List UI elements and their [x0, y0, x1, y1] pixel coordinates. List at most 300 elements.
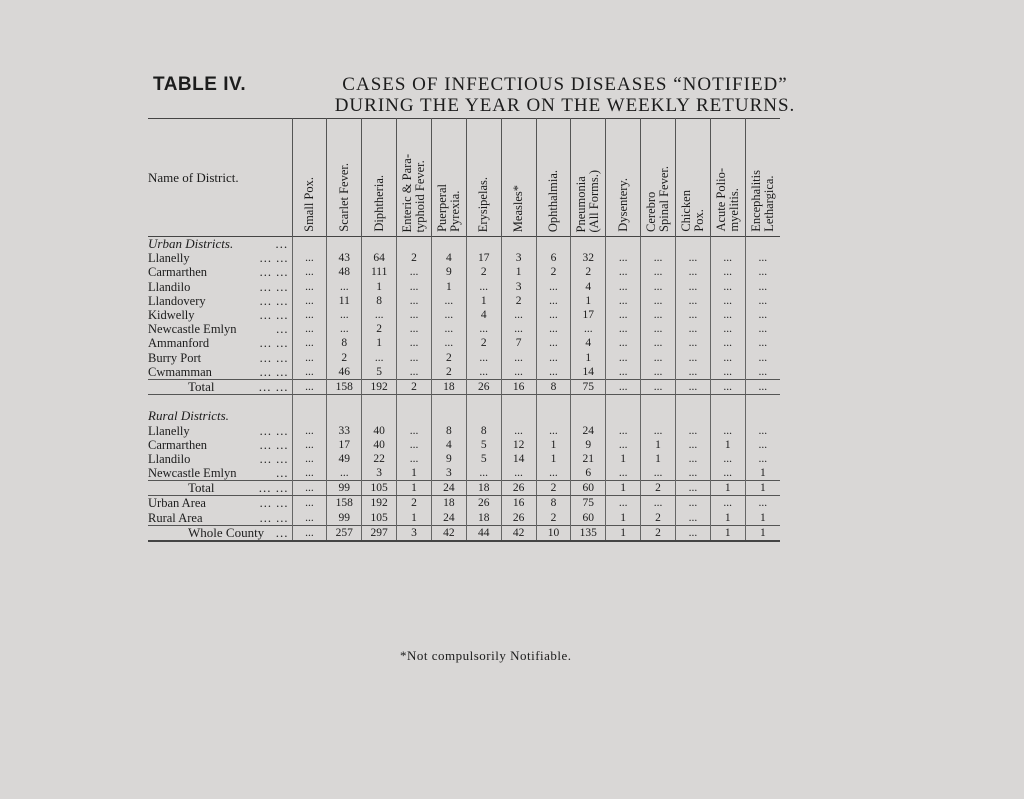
case-count-cell: 42	[431, 525, 466, 541]
case-count-cell: ...	[606, 336, 641, 350]
case-count-cell: 4	[571, 336, 606, 350]
district-name-cell	[148, 265, 292, 279]
case-count-cell: 135	[571, 525, 606, 541]
case-count-cell: 18	[431, 379, 466, 394]
district-name-cell	[148, 395, 292, 410]
case-count-cell: ...	[431, 294, 466, 308]
case-count-cell	[327, 409, 362, 423]
case-count-cell: ...	[745, 294, 780, 308]
column-header	[536, 119, 571, 237]
table-row	[148, 511, 780, 526]
district-name-cell	[148, 496, 292, 511]
case-count-cell: 2	[641, 481, 676, 496]
case-count-cell	[327, 237, 362, 252]
district-name: Rural Area	[148, 510, 203, 525]
case-count-cell: ...	[397, 438, 432, 452]
case-count-cell: ...	[501, 466, 536, 481]
case-count-cell: 105	[362, 511, 397, 526]
case-count-cell: ...	[536, 308, 571, 322]
case-count-cell: ...	[606, 308, 641, 322]
district-name: Rural Districts.	[148, 409, 229, 424]
case-count-cell: ...	[606, 251, 641, 265]
column-header-label: Enteric & Para- typhoid Fever.	[400, 153, 427, 232]
district-name-cell	[148, 294, 292, 308]
case-count-cell: 99	[327, 481, 362, 496]
table-row	[148, 379, 780, 394]
case-count-cell: 2	[466, 265, 501, 279]
district-name: Llanelly	[148, 251, 190, 266]
case-count-cell	[466, 395, 501, 410]
case-count-cell: 1	[606, 452, 641, 466]
district-name: Llandovery	[148, 293, 206, 308]
column-header	[362, 119, 397, 237]
case-count-cell: ...	[292, 511, 327, 526]
case-count-cell: 4	[466, 308, 501, 322]
header-row	[148, 119, 780, 237]
case-count-cell: ...	[501, 365, 536, 380]
case-count-cell: ...	[606, 466, 641, 481]
case-count-cell: 5	[466, 452, 501, 466]
case-count-cell	[536, 409, 571, 423]
case-count-cell: 9	[431, 452, 466, 466]
case-count-cell	[397, 237, 432, 252]
district-name-cell	[148, 322, 292, 336]
case-count-cell	[745, 395, 780, 410]
case-count-cell: ...	[536, 351, 571, 365]
district-name-cell	[148, 351, 292, 365]
table-row	[148, 525, 780, 541]
table-row	[148, 351, 780, 365]
district-name-cell	[148, 466, 292, 481]
title-line-2: DURING THE YEAR ON THE WEEKLY RETURNS.	[334, 95, 796, 116]
case-count-cell: 60	[571, 511, 606, 526]
case-count-cell: 1	[431, 280, 466, 294]
table-row	[148, 496, 780, 511]
case-count-cell: ...	[466, 351, 501, 365]
table-row	[148, 466, 780, 481]
column-header-label: Puerperal Pyrexia.	[434, 184, 462, 232]
case-count-cell: 18	[466, 481, 501, 496]
district-name: Urban Districts.	[148, 236, 234, 252]
case-count-cell: ...	[501, 351, 536, 365]
case-count-cell: ...	[606, 265, 641, 279]
case-count-cell: ...	[292, 525, 327, 541]
case-count-cell: ...	[466, 466, 501, 481]
leader-dots: ... ...	[258, 480, 289, 496]
case-count-cell: ...	[745, 496, 780, 511]
case-count-cell: 18	[466, 511, 501, 526]
case-count-cell: 33	[327, 423, 362, 437]
district-name: Llandilo	[148, 451, 191, 466]
case-count-cell: ...	[641, 365, 676, 380]
case-count-cell: 8	[466, 423, 501, 437]
case-count-cell: 99	[327, 511, 362, 526]
district-name: Newcastle Emlyn	[148, 322, 237, 337]
case-count-cell: ...	[606, 496, 641, 511]
case-count-cell	[641, 237, 676, 252]
case-count-cell: ...	[745, 251, 780, 265]
case-count-cell: 2	[431, 365, 466, 380]
case-count-cell: 46	[327, 365, 362, 380]
case-count-cell: ...	[606, 423, 641, 437]
case-count-cell: ...	[606, 365, 641, 380]
case-count-cell: ...	[536, 322, 571, 336]
case-count-cell: 1	[641, 438, 676, 452]
case-count-cell	[675, 395, 710, 410]
case-count-cell	[641, 409, 676, 423]
case-count-cell: ...	[675, 351, 710, 365]
leader-dots: ... ...	[259, 451, 289, 466]
district-name: Total	[188, 480, 215, 496]
case-count-cell: ...	[641, 423, 676, 437]
case-count-cell: 75	[571, 496, 606, 511]
case-count-cell: 1	[397, 481, 432, 496]
case-count-cell: ...	[397, 336, 432, 350]
case-count-cell: 1	[397, 466, 432, 481]
leader-dots: ...	[275, 525, 289, 540]
district-name: Ammanford	[148, 336, 210, 351]
case-count-cell: ...	[641, 496, 676, 511]
case-count-cell: 1	[606, 525, 641, 541]
case-count-cell: 24	[431, 481, 466, 496]
table-title	[330, 74, 800, 116]
leader-dots: ... ...	[259, 265, 289, 280]
leader-dots: ... ...	[259, 496, 289, 511]
case-count-cell	[745, 409, 780, 423]
case-count-cell: ...	[397, 452, 432, 466]
case-count-cell: ...	[292, 336, 327, 350]
case-count-cell: 5	[466, 438, 501, 452]
case-count-cell: 105	[362, 481, 397, 496]
district-name-cell	[148, 423, 292, 437]
title-line-1: CASES OF INFECTIOUS DISEASES “NOTIFIED”	[342, 74, 788, 95]
case-count-cell: ...	[710, 466, 745, 481]
case-count-cell: 14	[571, 365, 606, 380]
column-header-label: Dysentery.	[615, 178, 630, 232]
case-count-cell	[292, 395, 327, 410]
case-count-cell: 24	[571, 423, 606, 437]
case-count-cell: 1	[571, 294, 606, 308]
leader-dots: ... ...	[259, 336, 289, 351]
case-count-cell: ...	[675, 308, 710, 322]
case-count-cell: 1	[641, 452, 676, 466]
case-count-cell: ...	[710, 294, 745, 308]
case-count-cell: ...	[327, 322, 362, 336]
leader-dots: ... ...	[259, 293, 289, 308]
table-row	[148, 423, 780, 437]
case-count-cell: 192	[362, 496, 397, 511]
case-count-cell: ...	[397, 423, 432, 437]
case-count-cell: 3	[397, 525, 432, 541]
case-count-cell	[397, 395, 432, 410]
case-count-cell: 42	[501, 525, 536, 541]
case-count-cell	[292, 237, 327, 252]
leader-dots: ...	[276, 322, 289, 337]
case-count-cell: 2	[501, 294, 536, 308]
case-count-cell: 26	[466, 496, 501, 511]
case-count-cell: 3	[431, 466, 466, 481]
case-count-cell	[466, 237, 501, 252]
case-count-cell: 2	[536, 265, 571, 279]
column-header-label: Cerebro Spinal Fever.	[644, 166, 672, 232]
case-count-cell: 1	[466, 294, 501, 308]
case-count-cell	[362, 237, 397, 252]
column-header	[745, 119, 780, 237]
table-row	[148, 395, 780, 410]
case-count-cell: ...	[745, 379, 780, 394]
case-count-cell: ...	[710, 379, 745, 394]
case-count-cell: 192	[362, 379, 397, 394]
case-count-cell	[606, 395, 641, 410]
case-count-cell: 1	[745, 466, 780, 481]
case-count-cell: ...	[675, 379, 710, 394]
case-count-cell	[362, 395, 397, 410]
case-count-cell: ...	[675, 251, 710, 265]
column-header	[501, 119, 536, 237]
table-row	[148, 265, 780, 279]
case-count-cell: ...	[745, 423, 780, 437]
case-count-cell: ...	[292, 308, 327, 322]
case-count-cell: ...	[431, 308, 466, 322]
case-count-cell: ...	[745, 308, 780, 322]
case-count-cell: 1	[606, 481, 641, 496]
column-header	[397, 119, 432, 237]
case-count-cell: 17	[571, 308, 606, 322]
case-count-cell: ...	[501, 423, 536, 437]
district-name: Newcastle Emlyn	[148, 466, 237, 481]
case-count-cell	[466, 409, 501, 423]
case-count-cell	[606, 409, 641, 423]
case-count-cell: 18	[431, 496, 466, 511]
case-count-cell: 1	[745, 525, 780, 541]
case-count-cell: 9	[431, 265, 466, 279]
case-count-cell: 11	[327, 294, 362, 308]
case-count-cell: 9	[571, 438, 606, 452]
case-count-cell: ...	[292, 251, 327, 265]
case-count-cell: ...	[675, 280, 710, 294]
case-count-cell	[641, 395, 676, 410]
leader-dots: ... ...	[259, 251, 289, 266]
case-count-cell: ...	[571, 322, 606, 336]
case-count-cell: ...	[431, 336, 466, 350]
case-count-cell: 297	[362, 525, 397, 541]
case-count-cell	[501, 237, 536, 252]
case-count-cell: ...	[327, 466, 362, 481]
column-header-label: Chicken Pox.	[678, 190, 706, 232]
case-count-cell: ...	[536, 466, 571, 481]
table-label: TABLE IV.	[153, 74, 247, 95]
case-count-cell: 4	[571, 280, 606, 294]
case-count-cell	[675, 237, 710, 252]
column-header	[675, 119, 710, 237]
case-count-cell: ...	[641, 308, 676, 322]
case-count-cell	[431, 237, 466, 252]
case-count-cell: 32	[571, 251, 606, 265]
leader-dots: ... ...	[259, 364, 289, 379]
case-count-cell: ...	[606, 294, 641, 308]
case-count-cell: 49	[327, 452, 362, 466]
case-count-cell: ...	[606, 280, 641, 294]
case-count-cell: ...	[710, 452, 745, 466]
case-count-cell	[501, 395, 536, 410]
case-count-cell: ...	[606, 379, 641, 394]
case-count-cell: ...	[501, 322, 536, 336]
case-count-cell: ...	[675, 265, 710, 279]
case-count-cell: 1	[571, 351, 606, 365]
case-count-cell	[710, 409, 745, 423]
column-header	[466, 119, 501, 237]
district-name-cell	[148, 409, 292, 423]
case-count-cell: ...	[675, 438, 710, 452]
case-count-cell: ...	[606, 351, 641, 365]
district-name-cell	[148, 365, 292, 380]
case-count-cell: 2	[397, 496, 432, 511]
case-count-cell: 6	[536, 251, 571, 265]
column-header	[292, 119, 327, 237]
case-count-cell: ...	[710, 308, 745, 322]
case-count-cell: 2	[641, 525, 676, 541]
case-count-cell: ...	[397, 265, 432, 279]
table-body	[148, 237, 780, 541]
district-name-cell	[148, 481, 292, 496]
case-count-cell: 2	[397, 251, 432, 265]
case-count-cell: 2	[327, 351, 362, 365]
case-count-cell: ...	[466, 365, 501, 380]
district-name-cell	[148, 237, 292, 252]
case-count-cell: 16	[501, 496, 536, 511]
column-header-label: Ophthalmia.	[545, 169, 560, 232]
case-count-cell: 2	[536, 481, 571, 496]
case-count-cell: 1	[710, 481, 745, 496]
district-name-cell	[148, 452, 292, 466]
case-count-cell: ...	[292, 322, 327, 336]
case-count-cell: ...	[675, 365, 710, 380]
district-name: Carmarthen	[148, 265, 208, 280]
case-count-cell: 1	[501, 265, 536, 279]
case-count-cell: ...	[745, 351, 780, 365]
case-count-cell	[675, 409, 710, 423]
case-count-cell: ...	[536, 365, 571, 380]
district-name: Whole County	[188, 525, 265, 540]
case-count-cell: ...	[536, 280, 571, 294]
case-count-cell: ...	[710, 423, 745, 437]
case-count-cell: 4	[431, 251, 466, 265]
table-row	[148, 237, 780, 252]
case-count-cell: ...	[431, 322, 466, 336]
case-count-cell: 10	[536, 525, 571, 541]
case-count-cell	[362, 409, 397, 423]
case-count-cell: ...	[745, 280, 780, 294]
case-count-cell: ...	[710, 365, 745, 380]
table-row	[148, 365, 780, 380]
case-count-cell: 17	[466, 251, 501, 265]
case-count-cell	[431, 395, 466, 410]
column-header-label: Encephalitis Lethargica.	[748, 170, 776, 232]
case-count-cell: ...	[641, 294, 676, 308]
column-header	[431, 119, 466, 237]
case-count-cell: ...	[397, 294, 432, 308]
table-row	[148, 452, 780, 466]
case-count-cell: ...	[710, 280, 745, 294]
case-count-cell: ...	[606, 322, 641, 336]
footnote: *Not compulsorily Notifiable.	[400, 648, 572, 663]
case-count-cell: ...	[536, 294, 571, 308]
case-count-cell	[571, 409, 606, 423]
district-name: Kidwelly	[148, 308, 195, 323]
case-count-cell	[536, 237, 571, 252]
case-count-cell: ...	[745, 336, 780, 350]
column-header-label: Scarlet Fever.	[336, 163, 351, 232]
district-name-cell	[148, 511, 292, 526]
case-count-cell: ...	[641, 251, 676, 265]
case-count-cell: 40	[362, 423, 397, 437]
case-count-cell: 158	[327, 379, 362, 394]
case-count-cell	[501, 409, 536, 423]
case-count-cell: 40	[362, 438, 397, 452]
case-count-cell: 8	[536, 379, 571, 394]
case-count-cell: 12	[501, 438, 536, 452]
column-header	[327, 119, 362, 237]
leader-dots: ...	[275, 236, 289, 252]
case-count-cell	[431, 409, 466, 423]
case-count-cell: 24	[431, 511, 466, 526]
case-count-cell: 64	[362, 251, 397, 265]
case-count-cell: ...	[641, 336, 676, 350]
column-header	[641, 119, 676, 237]
case-count-cell	[571, 237, 606, 252]
table-row	[148, 308, 780, 322]
case-count-cell: 1	[397, 511, 432, 526]
column-header-label: Erysipelas.	[476, 176, 491, 232]
case-count-cell: ...	[675, 511, 710, 526]
case-count-cell: ...	[710, 251, 745, 265]
case-count-cell: 1	[710, 511, 745, 526]
case-count-cell: ...	[292, 265, 327, 279]
case-count-cell: ...	[675, 452, 710, 466]
case-count-cell: 26	[501, 481, 536, 496]
case-count-cell: ...	[675, 481, 710, 496]
leader-dots: ... ...	[259, 308, 289, 323]
case-count-cell: ...	[397, 351, 432, 365]
leader-dots: ...	[276, 466, 289, 481]
district-name-cell	[148, 308, 292, 322]
case-count-cell: 1	[745, 481, 780, 496]
column-header	[710, 119, 745, 237]
case-count-cell: 1	[362, 336, 397, 350]
case-count-cell: ...	[641, 379, 676, 394]
case-count-cell: 111	[362, 265, 397, 279]
column-header	[571, 119, 606, 237]
case-count-cell: 44	[466, 525, 501, 541]
column-header-label: Diphtheria.	[371, 175, 386, 232]
case-count-cell: ...	[397, 280, 432, 294]
case-count-cell: 2	[431, 351, 466, 365]
case-count-cell: ...	[675, 336, 710, 350]
column-header-label: Small Pox.	[301, 177, 316, 232]
case-count-cell: ...	[745, 265, 780, 279]
district-name: Llandilo	[148, 279, 191, 294]
table-row	[148, 294, 780, 308]
case-count-cell: ...	[292, 294, 327, 308]
case-count-cell: ...	[292, 423, 327, 437]
table-row	[148, 280, 780, 294]
case-count-cell: 14	[501, 452, 536, 466]
case-count-cell: 1	[362, 280, 397, 294]
case-count-cell: 2	[397, 379, 432, 394]
case-count-cell	[397, 409, 432, 423]
case-count-cell: 17	[327, 438, 362, 452]
case-count-cell: 1	[745, 511, 780, 526]
